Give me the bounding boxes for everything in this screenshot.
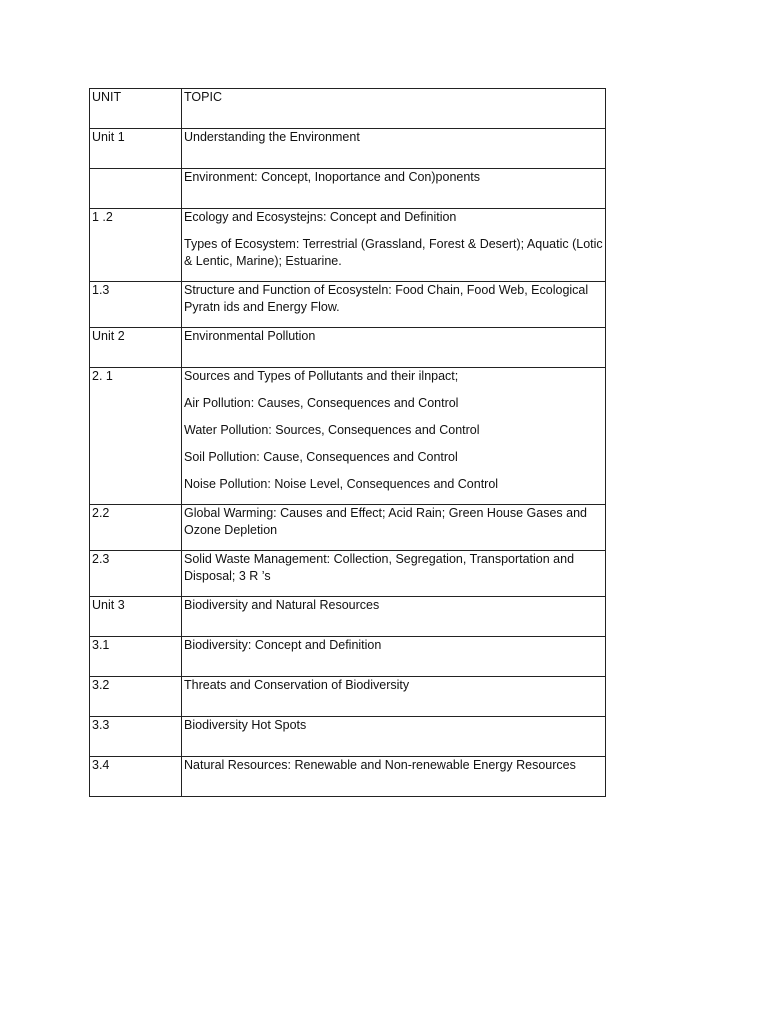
topic-cell	[182, 505, 606, 551]
topic-cell	[182, 677, 606, 717]
topic-cell	[182, 282, 606, 328]
table-row	[90, 328, 606, 368]
topic-cell	[182, 597, 606, 637]
topic-cell	[182, 717, 606, 757]
topic-text: Threats and Conservation of Biodiversity	[184, 678, 410, 692]
header-topic-cell	[182, 89, 606, 129]
unit-label: 2. 1	[92, 369, 113, 383]
table-row	[90, 129, 606, 169]
unit-label: Unit 3	[92, 598, 125, 612]
unit-label: 3.1	[92, 638, 110, 652]
unit-label: 2.2	[92, 506, 110, 520]
unit-label: 3.2	[92, 678, 110, 692]
header-unit-cell	[90, 89, 182, 129]
topic-cell	[182, 129, 606, 169]
unit-cell	[90, 282, 182, 328]
table-row	[90, 209, 606, 282]
topic-text: Water Pollution: Sources, Consequences and Control	[184, 423, 480, 437]
unit-cell	[90, 129, 182, 169]
topic-text: Biodiversity Hot Spots	[184, 718, 307, 732]
topic-text: Natural Resources: Renewable and Non-renewable Energy Resources	[184, 758, 576, 772]
table-row	[90, 677, 606, 717]
unit-cell	[90, 505, 182, 551]
unit-label: 3.4	[92, 758, 110, 772]
unit-label: 1 .2	[92, 210, 113, 224]
topic-text: Understanding the Environment	[184, 130, 360, 144]
unit-cell	[90, 328, 182, 368]
topic-cell	[182, 368, 606, 505]
unit-cell	[90, 717, 182, 757]
topic-text: Soil Pollution: Cause, Consequences and Control	[184, 450, 458, 464]
unit-label: Unit 1	[92, 130, 125, 144]
topic-text: Air Pollution: Causes, Consequences and Control	[184, 396, 459, 410]
unit-cell	[90, 637, 182, 677]
table-row	[90, 597, 606, 637]
unit-cell	[90, 169, 182, 209]
table-row	[90, 637, 606, 677]
topic-cell	[182, 637, 606, 677]
topic-text: Biodiversity and Natural Resources	[184, 598, 380, 612]
topic-text: Sources and Types of Pollutants and their ilnpact;	[184, 369, 459, 383]
table-row	[90, 169, 606, 209]
table-row	[90, 282, 606, 328]
table-row	[90, 505, 606, 551]
header-unit-label: UNIT	[92, 90, 122, 104]
topic-cell	[182, 328, 606, 368]
unit-cell	[90, 757, 182, 797]
unit-cell	[90, 368, 182, 505]
table-row	[90, 551, 606, 597]
unit-cell	[90, 677, 182, 717]
topic-text: Types of Ecosystem: Terrestrial (Grassland, Forest & Desert); Aquatic (Lotic & Lentic, Marine); Estuarine.	[184, 237, 603, 268]
topic-text: Ecology and Ecosystejns: Concept and Definition	[184, 210, 457, 224]
topic-text: Environmental Pollution	[184, 329, 316, 343]
table-row	[90, 757, 606, 797]
header-topic-label: TOPIC	[184, 90, 222, 104]
syllabus-table	[89, 88, 606, 797]
topic-cell	[182, 757, 606, 797]
table-row	[90, 368, 606, 505]
topic-text: Structure and Function of Ecosysteln: Food Chain, Food Web, Ecological Pyratn ids and Energy Flow.	[184, 283, 589, 314]
topic-text: Global Warming: Causes and Effect; Acid Rain; Green House Gases and Ozone Depletion	[184, 506, 587, 537]
topic-cell	[182, 551, 606, 597]
topic-cell	[182, 209, 606, 282]
table-header-row	[90, 89, 606, 129]
unit-cell	[90, 597, 182, 637]
unit-label: 1.3	[92, 283, 110, 297]
table-row	[90, 717, 606, 757]
topic-cell	[182, 169, 606, 209]
topic-text: Solid Waste Management: Collection, Segregation, Transportation and Disposal; 3 R ’s	[184, 552, 575, 583]
unit-cell	[90, 551, 182, 597]
topic-text: Biodiversity: Concept and Definition	[184, 638, 382, 652]
unit-cell	[90, 209, 182, 282]
unit-label: 2.3	[92, 552, 110, 566]
unit-label: Unit 2	[92, 329, 125, 343]
topic-text: Noise Pollution: Noise Level, Consequences and Control	[184, 477, 499, 491]
topic-text: Environment: Concept, Inoportance and Con)ponents	[184, 170, 481, 184]
unit-label: 3.3	[92, 718, 110, 732]
